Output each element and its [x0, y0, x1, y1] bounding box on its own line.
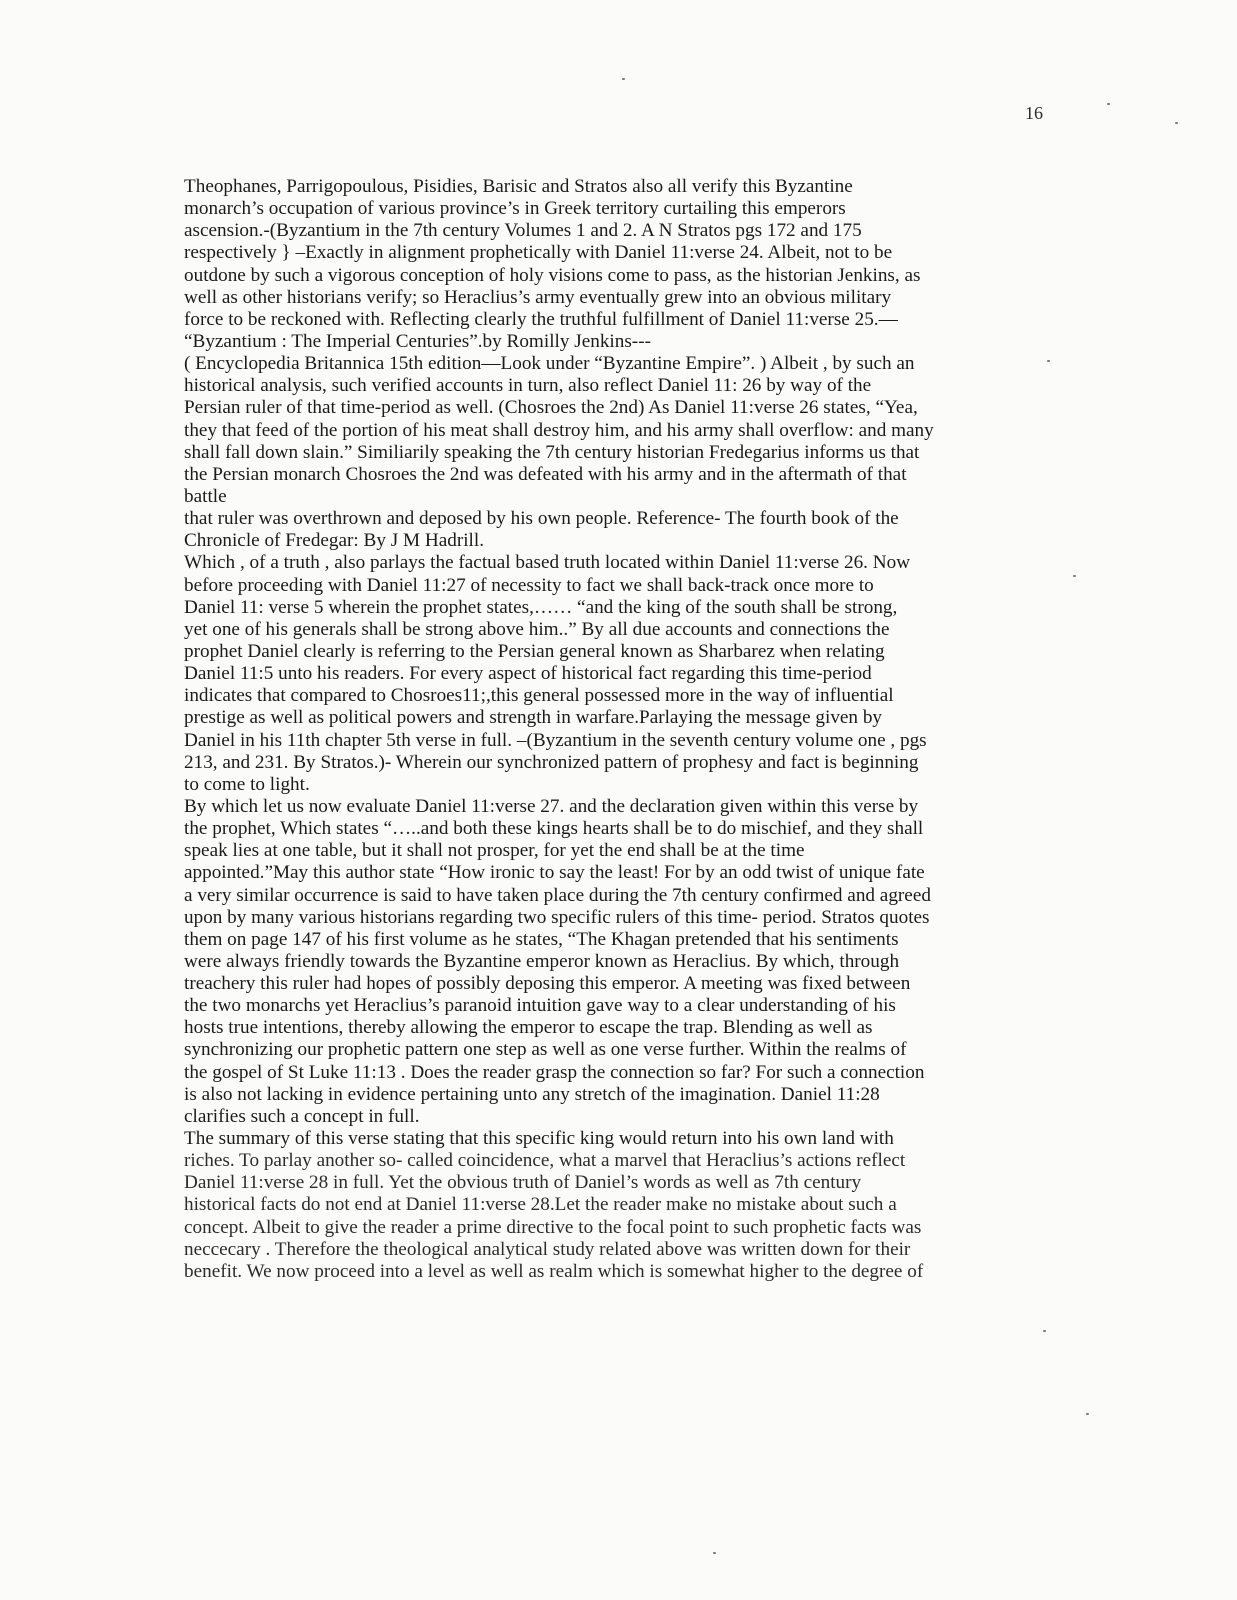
text-line: that ruler was overthrown and deposed by his own people. Reference- The fourth book of the [184, 508, 899, 530]
text-line: 213, and 231. By Stratos.)- Wherein our synchronized pattern of prophesy and fact is beginning [184, 751, 919, 773]
text-line: were always friendly towards the Byzantine emperor known as Heraclius. By which, through [184, 950, 900, 972]
text-line: they that feed of the portion of his meat shall destroy him, and his army shall overflow: and many [184, 419, 934, 441]
text-line: speak lies at one table, but it shall not prosper, for yet the end shall be at the time [184, 840, 805, 862]
text-line: Persian ruler of that time-period as well. (Chosroes the 2nd) As Daniel 11:verse 26 states, “Yea, [184, 397, 918, 419]
text-line: appointed.”May this author state “How ironic to say the least! For by an odd twist of unique fate [184, 862, 925, 884]
text-line: outdone by such a vigorous conception of holy visions come to pass, as the historian Jenkins, as [184, 264, 921, 286]
text-line: Theophanes, Parrigopoulous, Pisidies, Barisic and Stratos also all verify this Byzantine [184, 176, 853, 197]
scan-speck [1043, 1330, 1046, 1332]
scan-speck [1047, 360, 1050, 362]
scan-speck [1107, 103, 1110, 105]
text-line: is also not lacking in evidence pertaining unto any stretch of the imagination. Daniel 11:28 [184, 1083, 880, 1105]
text-body [184, 176, 1064, 1283]
text-line: ( Encyclopedia Britannica 15th edition—Look under “Byzantine Empire”. ) Albeit , by such an [184, 353, 915, 375]
text-line: them on page 147 of his first volume as he states, “The Khagan pretended that his sentiments [184, 928, 899, 950]
text-line: neccecary . Therefore the theological analytical study related above was written down for their [184, 1238, 911, 1260]
text-line: synchronizing our prophetic pattern one step as well as one verse further. Within the realms of [184, 1039, 907, 1061]
text-line: clarifies such a concept in full. [184, 1105, 420, 1127]
text-line: the two monarchs yet Heraclius’s paranoid intuition gave way to a clear understanding of his [184, 995, 896, 1017]
text-line: Chronicle of Fredegar: By J M Hadrill. [184, 530, 485, 552]
text-line: By which let us now evaluate Daniel 11:verse 27. and the declaration given within this verse by [184, 795, 919, 817]
text-line: prestige as well as political powers and strength in warfare.Parlaying the message given by [184, 707, 883, 729]
text-line: treachery this ruler had hopes of possibly deposing this emperor. A meeting was fixed between [184, 973, 911, 995]
text-line: battle [184, 485, 227, 507]
text-line: hosts true intentions, thereby allowing the emperor to escape the trap. Blending as well as [184, 1017, 873, 1039]
text-line: monarch’s occupation of various province’s in Greek territory curtailing this emperors [184, 198, 846, 220]
scan-speck [713, 1552, 716, 1554]
scan-speck [1175, 122, 1178, 124]
text-line: indicates that compared to Chosroes11;,this general possessed more in the way of influential [184, 685, 894, 707]
text-line: to come to light. [184, 773, 310, 795]
text-line: historical facts do not end at Daniel 11:verse 28.Let the reader make no mistake about such a [184, 1194, 897, 1216]
text-line: well as other historians verify; so Heraclius’s army eventually grew into an obvious military [184, 286, 892, 308]
text-line: shall fall down slain.” Similiarily speaking the 7th century historian Fredegarius informs us that [184, 441, 920, 463]
text-line: upon by many various historians regarding two specific rulers of this time- period. Stratos quotes [184, 906, 930, 928]
page-number: 16 [1025, 103, 1043, 123]
text-line: Daniel in his 11th chapter 5th verse in full. –(Byzantium in the seventh century volume one , pgs [184, 729, 927, 751]
text-line: Daniel 11: verse 5 wherein the prophet states,…… “and the king of the south shall be strong, [184, 596, 898, 618]
text-line: Which , of a truth , also parlays the factual based truth located within Daniel 11:verse 26. Now [184, 552, 911, 574]
text-line: “Byzantium : The Imperial Centuries”.by Romilly Jenkins--- [184, 330, 651, 352]
text-line: Daniel 11:5 unto his readers. For every aspect of historical fact regarding this time-period [184, 663, 872, 685]
text-line: concept. Albeit to give the reader a prime directive to the focal point to such prophetic facts was [184, 1216, 922, 1238]
text-line: respectively } –Exactly in alignment prophetically with Daniel 11:verse 24. Albeit, not to be [184, 242, 893, 264]
text-line: the Persian monarch Chosroes the 2nd was defeated with his army and in the aftermath of that [184, 463, 907, 485]
text-line: a very similar occurrence is said to have taken place during the 7th century confirmed and agreed [184, 884, 931, 906]
text-line: the prophet, Which states “…..and both these kings hearts shall be to do mischief, and they shall [184, 818, 924, 840]
text-line: the gospel of St Luke 11:13 . Does the reader grasp the connection so far? For such a connection [184, 1061, 925, 1083]
text-line: before proceeding with Daniel 11:27 of necessity to fact we shall back-track once more to [184, 574, 874, 596]
scan-speck [622, 78, 625, 80]
scan-speck [1073, 575, 1076, 577]
text-line: benefit. We now proceed into a level as well as realm which is somewhat higher to the degree of [184, 1260, 924, 1282]
text-line: prophet Daniel clearly is referring to the Persian general known as Sharbarez when relating [184, 640, 885, 662]
text-line: ascension.-(Byzantium in the 7th century Volumes 1 and 2. A N Stratos pgs 172 and 175 [184, 220, 862, 242]
text-line: The summary of this verse stating that this specific king would return into his own land with [184, 1128, 894, 1150]
text-line: Daniel 11:verse 28 in full. Yet the obvious truth of Daniel’s words as well as 7th century [184, 1172, 862, 1194]
text-line: riches. To parlay another so- called coincidence, what a marvel that Heraclius’s actions reflect [184, 1150, 906, 1172]
text-line: historical analysis, such verified accounts in turn, also reflect Daniel 11: 26 by way of the [184, 375, 872, 397]
text-line: yet one of his generals shall be strong above him..” By all due accounts and connections the [184, 618, 890, 640]
scan-speck [1086, 1413, 1089, 1415]
text-line: force to be reckoned with. Reflecting clearly the truthful fulfillment of Daniel 11:verse 25.— [184, 308, 898, 330]
